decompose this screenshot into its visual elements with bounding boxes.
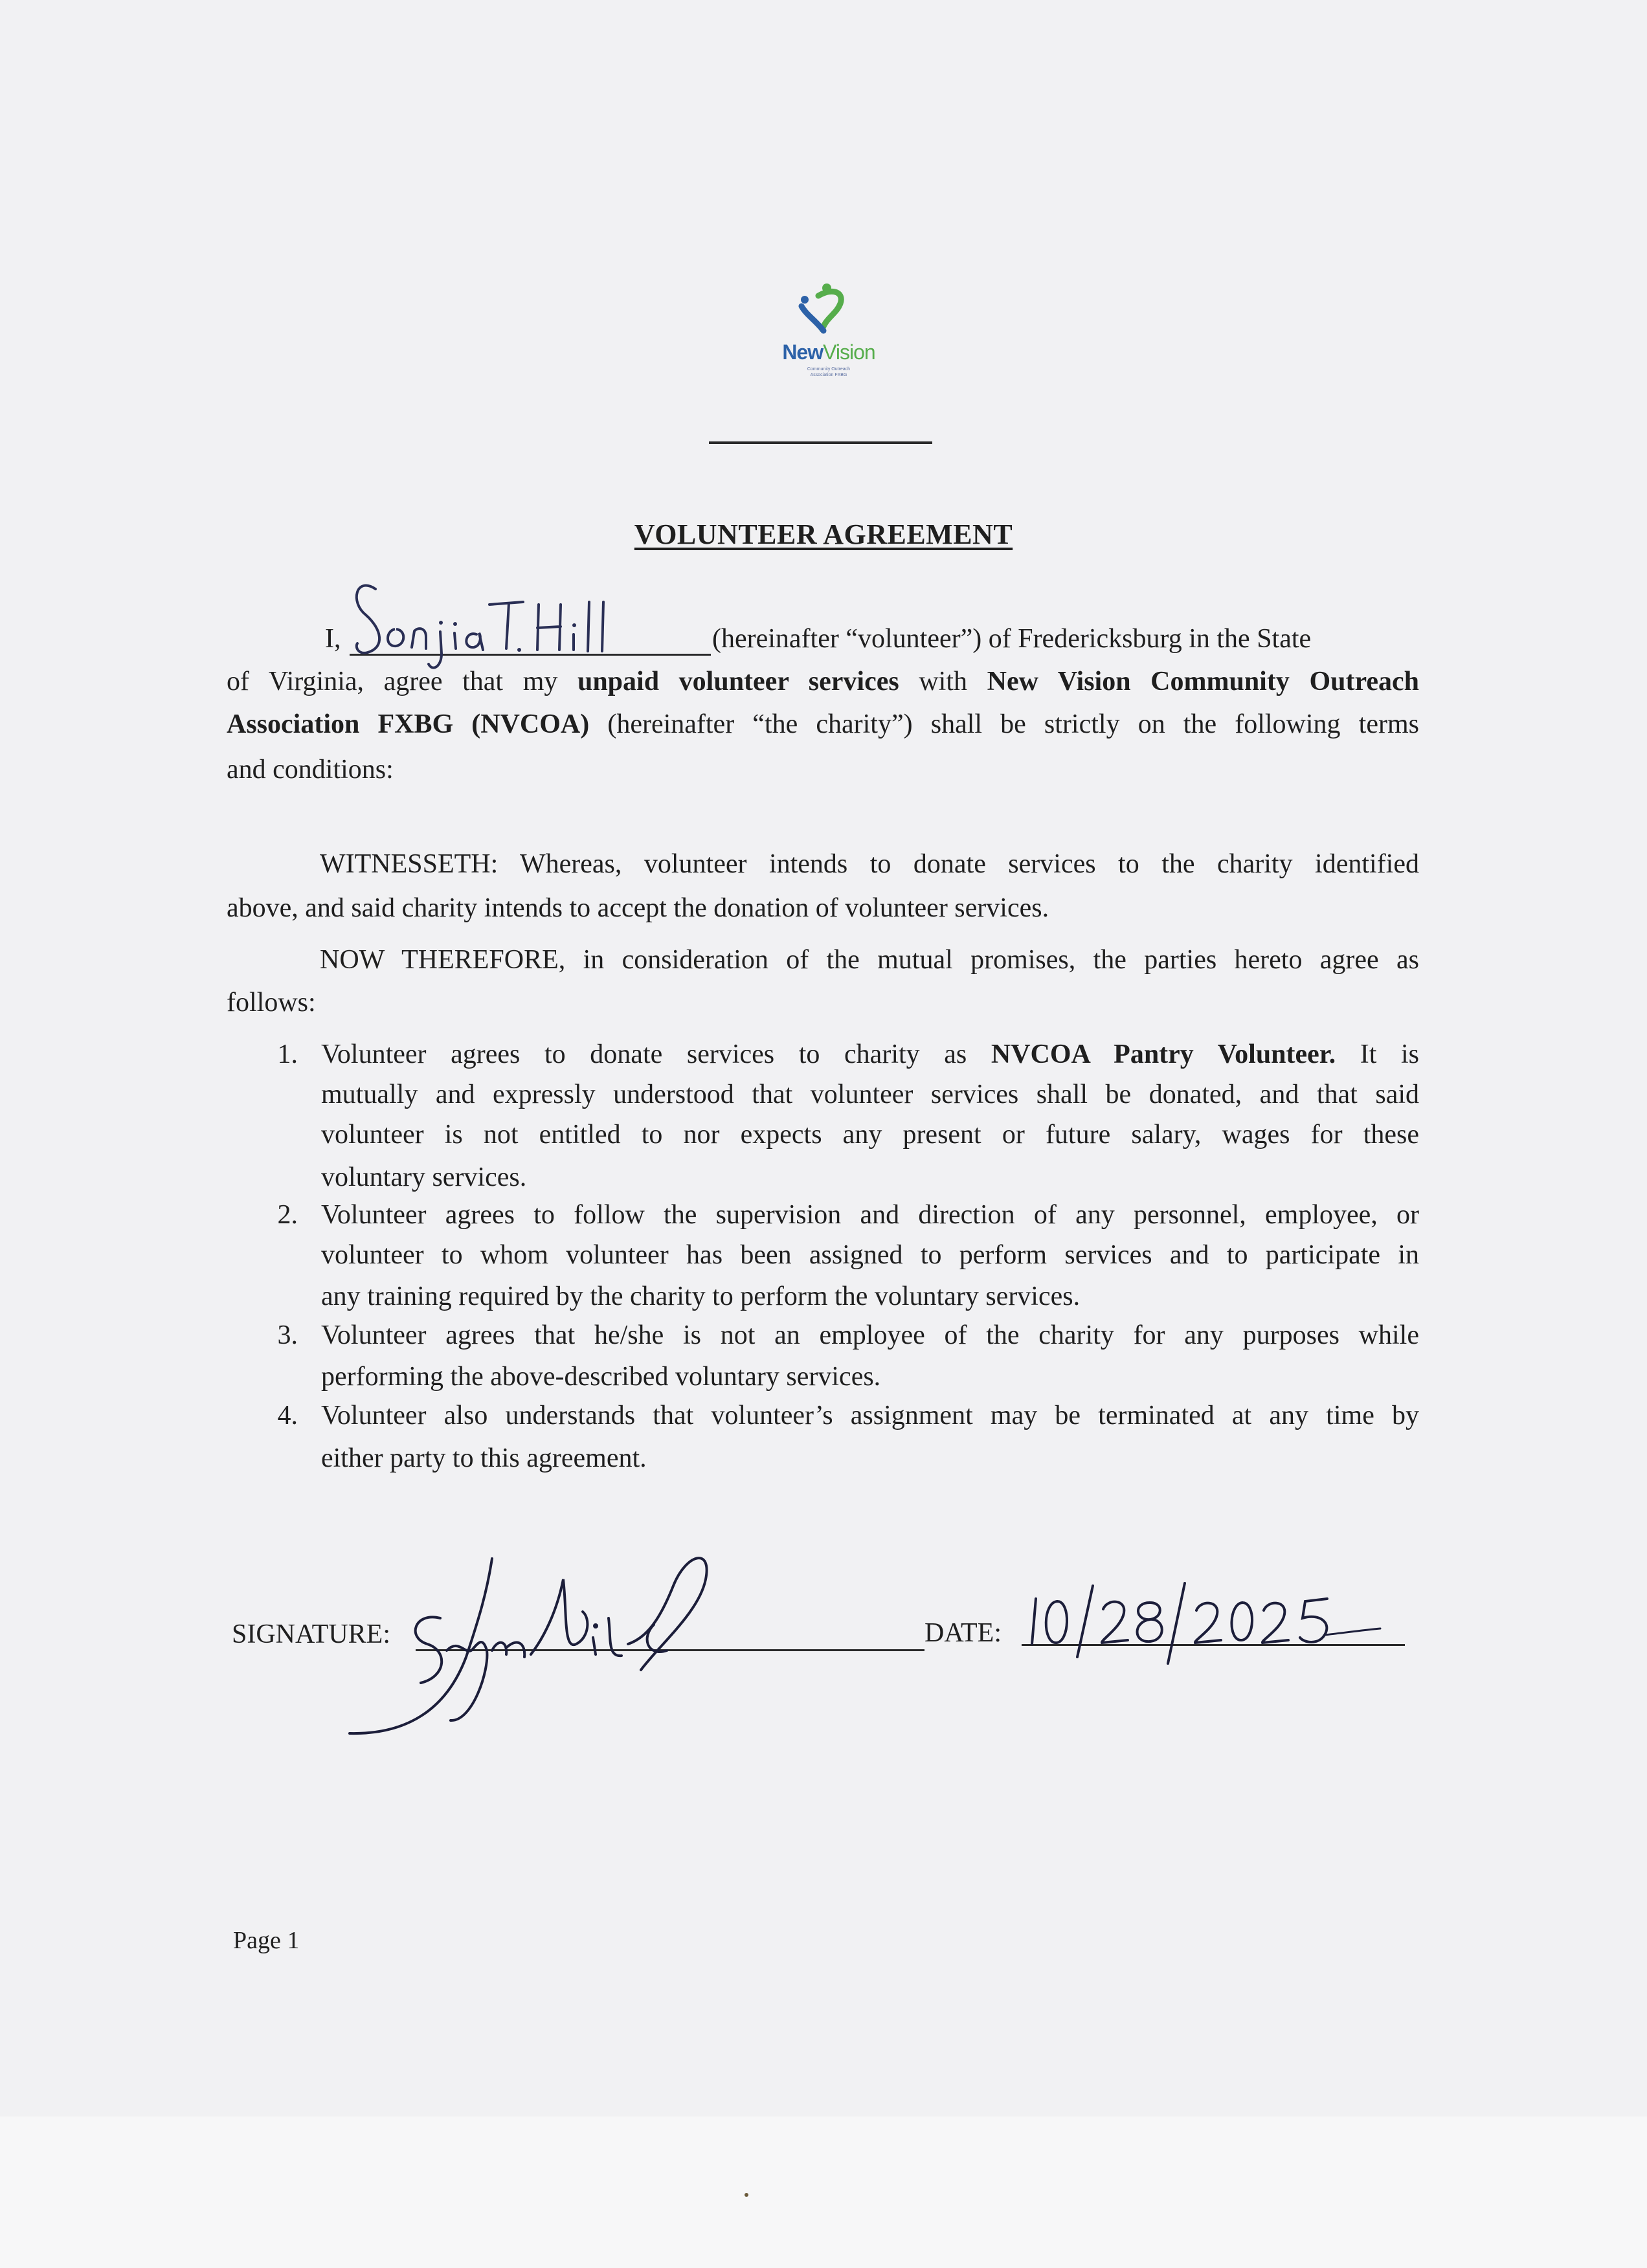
intro-line4: and conditions: bbox=[227, 755, 394, 784]
intro-line1: (hereinafter “volunteer”) of Fredericksburg in the State bbox=[712, 624, 1312, 654]
item-1-line3: volunteer is not entitled to nor expects any present or future salary, wages for these bbox=[321, 1120, 1419, 1150]
signature-handwriting bbox=[337, 1540, 803, 1751]
item-3-line2: performing the above-described voluntary services. bbox=[321, 1362, 881, 1392]
logo-subtitle: Community Outreach Association FXBG bbox=[807, 367, 851, 377]
witnesseth-line1: WITNESSETH: Whereas, volunteer intends to donate services to the charity identified bbox=[320, 849, 1419, 879]
scanner-margin bbox=[0, 2117, 1647, 2268]
logo-wordmark: NewVision bbox=[782, 340, 875, 364]
now-therefore-line2: follows: bbox=[227, 988, 316, 1017]
item-2-line2: volunteer to whom volunteer has been assigned to perform services and to participate in bbox=[321, 1240, 1419, 1270]
item-4-number: 4. bbox=[277, 1401, 298, 1430]
handwritten-date-icon bbox=[1023, 1573, 1385, 1670]
item-2-line3: any training required by the charity to perform the voluntary services. bbox=[321, 1282, 1081, 1311]
document-title: VOLUNTEER AGREEMENT bbox=[634, 518, 1013, 550]
date-label: DATE: bbox=[924, 1618, 1002, 1648]
item-3-number: 3. bbox=[277, 1320, 298, 1350]
scan-speck bbox=[745, 2193, 748, 2197]
date-handwriting bbox=[1023, 1573, 1385, 1673]
intro-line2: of Virginia, agree that my unpaid volunteer services with New Vision Community Outreach bbox=[227, 667, 1419, 696]
page-number: Page 1 bbox=[233, 1927, 300, 1954]
item-1-number: 1. bbox=[277, 1040, 298, 1069]
now-therefore-line1: NOW THEREFORE, in consideration of the mutual promises, the parties hereto agree as bbox=[320, 945, 1419, 975]
intro-line3: Association FXBG (NVCOA) (hereinafter “the charity”) shall be strictly on the following terms bbox=[227, 709, 1419, 739]
header-rule bbox=[709, 441, 932, 444]
item-2-number: 2. bbox=[277, 1200, 298, 1230]
witnesseth-line2: above, and said charity intends to accept the donation of volunteer services. bbox=[227, 893, 1049, 923]
item-2-line1: Volunteer agrees to follow the supervision and direction of any personnel, employee, or bbox=[321, 1200, 1419, 1230]
signature-label: SIGNATURE: bbox=[232, 1619, 391, 1649]
item-1-line1: Volunteer agrees to donate services to charity as NVCOA Pantry Volunteer. It is bbox=[321, 1040, 1419, 1069]
item-1-line4: voluntary services. bbox=[321, 1162, 527, 1192]
item-3-line1: Volunteer agrees that he/she is not an employee of the charity for any purposes while bbox=[321, 1320, 1419, 1350]
item-1-line2: mutually and expressly understood that volunteer services shall be donated, and that said bbox=[321, 1080, 1419, 1109]
item-4-line1: Volunteer also understands that volunteer’s assignment may be terminated at any time by bbox=[321, 1401, 1419, 1430]
item-4-line2: either party to this agreement. bbox=[321, 1443, 647, 1473]
intro-prefix: I, bbox=[325, 624, 341, 654]
handwritten-signature-icon bbox=[337, 1540, 803, 1748]
